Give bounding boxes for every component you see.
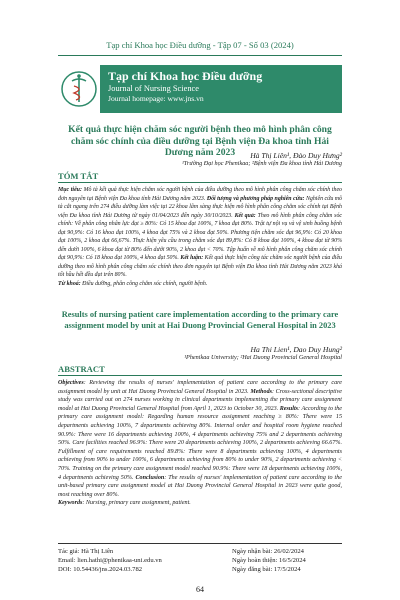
date-revised: Ngày hoàn thiện: 16/5/2024 [232,557,306,564]
keywords-en-label: Keywords [58,500,83,507]
date-published: Ngày đăng bài: 17/5/2024 [232,566,301,573]
journal-homepage: Journal homepage: www.jns.vn [108,94,204,103]
abstract-vi-label: Đối tượng và phương pháp nghiên cứu: [206,195,305,202]
keywords-vi-text: Điều dưỡng, phân công chăm sóc chính, người bệnh. [80,280,208,287]
article-doi: DOI: 10.54436/jns.2024.03.782 [58,566,143,573]
date-received: Ngày nhận bài: 26/02/2024 [232,548,304,555]
abstract-en-text: : Cross-sectional descriptive study was carried out on 274 nurses working in clinical departments implementing the primary care assignment model at Hai Duong Provincial General Hospital from April 1, 2023 to October 30, 2023. [58,388,343,412]
header-rule [58,55,342,56]
affiliation-vi: ¹Trường Đại học Phenikaa; ²Bệnh viện Đa khoa tỉnh Hải Dương [181,160,342,167]
page-number: 64 [196,585,204,594]
abstract-vi-text: Theo mô hình phân công chăm sóc chính: Về phân công nhân lực đạt ≥ 80%: Có 15 khoa đạt 100%, 7 khoa đạt 80%. Trật tự nội vụ và vệ sinh buồng bệnh đạt 90,9%: Có 16 khoa đạt 100%, 4 khoa đạt 75% và 2 khoa đạt 50%. Phương tiện chăm sóc đạt 96,9%: Có 20 khoa đạt 100%, 2 khoa đạt 66,67%. Thực hiện yêu cầu trong chăm sóc đạt 89,8%: Có 8 khoa đạt 100%, 4 khoa đạt từ 90% đến dưới 100%, 6 khoa đạt từ 80% đến dưới 90%, 2 khoa đạt < 70%. Tập huấn về mô hình phân công chăm sóc chính đạt 90,9%: Có 18 khoa đạt 100%, 4 khoa đạt 50%. [58,212,343,261]
footer-dates [232,547,342,574]
abstract-en-text: : The results of nurses' implementation of patient care according to the unit-based primary care assignment model at Hai Duong Provincial General Hospital in 2023 were quite good, most reaching over 80%. [58,474,342,498]
author-email: Email: lien.hathi@phenikaa-uni.edu.vn [58,557,162,564]
abstract-en-label: Methods [250,388,272,395]
abstract-en-text: : Reviewing the results of nurses' implementation of patient care according to the primary care assignment model by unit at Hai Duong Provincial General Hospital in 2023. [58,380,342,395]
authors-vi: Hà Thị Liên¹, Đào Duy Hưng² [250,151,342,160]
section-rule-en [58,375,342,376]
abstract-vi-text: Kết quả thực hiện công tác chăm sóc người bệnh của điều dưỡng theo mô hình phân công chăm sóc chính theo đơn nguyên tại Bệnh viện Đa khoa tỉnh Hải Dương năm 2023 khá tốt hầu hết đều đạt trên 80%. [58,255,343,278]
keywords-en [58,499,342,508]
authors-en: Ha Thi Lien¹, Dao Duy Hung² [250,345,342,354]
abstract-vi-label: Kết quả: [234,212,256,219]
caduceus-icon [61,69,97,109]
abstract-en-text: : According to the primary care assignment model: Regarding human resource assignment reaching ≥ 80%: There were 15 departments achieving 100%, 7 departments achieving 80%. Internal order and hospital room hygiene reached 90.9%: There were 16 departments achieving 100%, 4 departments achieving 75% and 2 departments achieving 50%. Care facilities reached 96.9%: There were 20 departments achieving 100%, 2 departments achieving 66.67%. Fulfillment of care requirements reached 89.8%: There were 8 departments achieving 100%, 4 departments achieving from 90% to under 100%, 6 departments achieving from 80% to under 90%, 2 departments achieving < 70%. Training on the primary care assignment model reached 90.9%: There were 18 departments achieving 100%, 4 departments achieving 50%. [58,405,342,481]
abstract-vi [58,186,342,288]
abstract-vi-text: Mô tả kết quả thực hiện chăm sóc người bệnh của điều dưỡng theo mô hình phân công chăm sóc chính theo đơn nguyên tại Bệnh viện Đa khoa tỉnh Hải Dương năm 2023. [58,187,342,202]
journal-title: Tạp chí Khoa học Điều dưỡng [108,69,263,83]
abstract-en-label: Conclusion [135,474,165,481]
abstract-vi-label: Kết luận: [180,255,204,261]
keywords-vi [58,280,342,289]
banner-text [100,65,342,113]
article-title-en: Results of nursing patient care implementation according to the primary care assignment model by unit at Hai Duong Provincial General Hospital in 2023 [61,310,339,330]
section-heading-en: ABSTRACT [58,364,105,374]
footer-author-info [58,547,162,574]
abstract-vi-text: Nghiên cứu mô tả cắt ngang trên 274 điều dưỡng làm việc tại 22 khoa lâm sàng thực hiện mô hình phân công chăm sóc chính tại Bệnh viện Đa khoa tỉnh Hải Dương từ ngày 01/04/2023 đến ngày 30/10/2023. [58,195,342,219]
running-head: Tạp chí Khoa học Điều dưỡng - Tập 07 - Số 03 (2024) [106,40,294,50]
abstract-en-body [58,379,342,499]
corresponding-author: Tác giả: Hà Thị Liên [58,548,114,555]
journal-logo [58,65,100,113]
footer-rule [58,543,342,544]
journal-subtitle: Journal of Nursing Science [108,84,199,93]
abstract-en [58,379,342,508]
article-footer [58,547,342,574]
affiliation-en: ¹Phenikaa University; ²Hai Duong Provincial General Hospital [184,354,342,361]
journal-banner [58,65,342,113]
abstract-en-label: Objectives [58,380,84,386]
keywords-en-text: : Nursing, primary care assignment, patient. [82,500,191,507]
abstract-en-label: Results [279,405,299,412]
section-rule-vi [58,182,342,183]
section-heading-vi: TÓM TẮT [58,171,99,181]
article-title-vi: Kết quả thực hiện chăm sóc người bệnh theo mô hình phân công chăm sóc chính của điều dưỡng tại Bệnh viện Đa khoa tỉnh Hải Dương năm 2023 [68,124,332,158]
keywords-vi-label: Từ khoá: [58,280,81,287]
abstract-vi-body [58,186,342,280]
abstract-vi-label: Mục tiêu: [58,187,82,193]
